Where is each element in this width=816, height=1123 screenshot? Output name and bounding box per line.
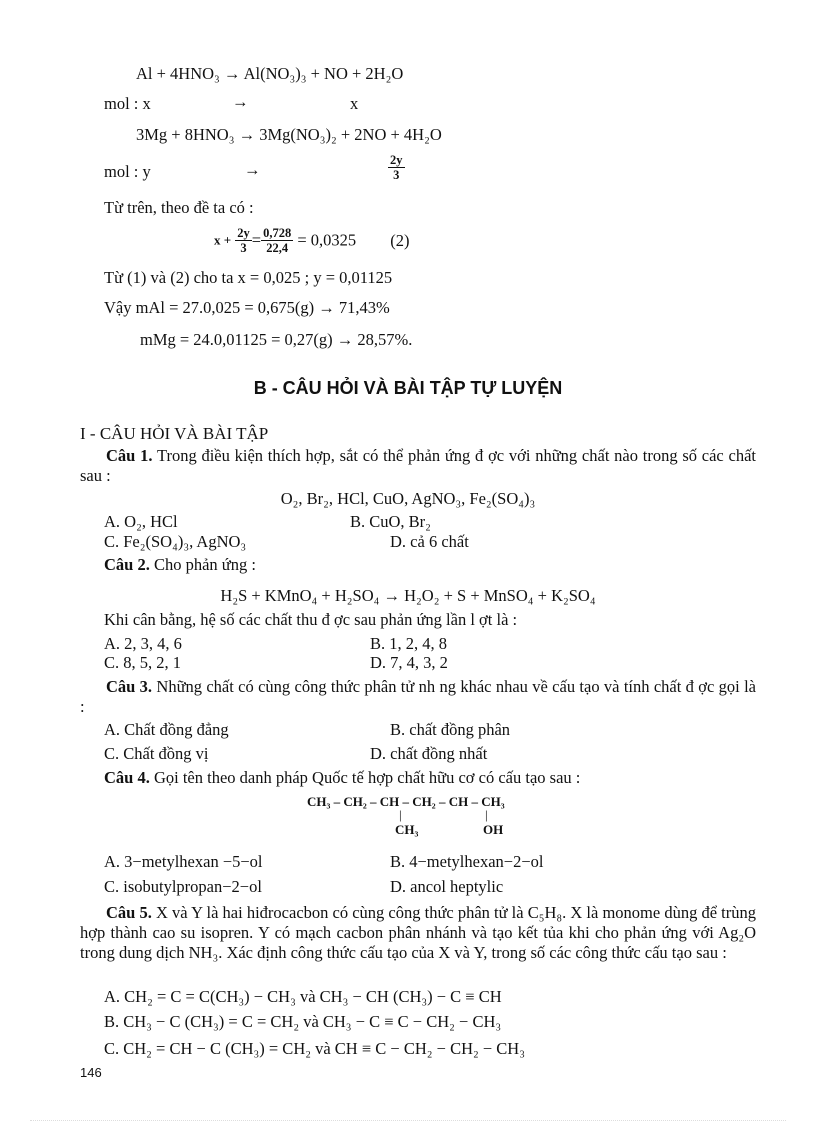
question-label: Câu 5. [106, 903, 152, 922]
mass-mg-line: mMg = 24.0,01125 = 0,27(g) → 28,57%. [140, 330, 413, 349]
mol-x-value: x [350, 94, 359, 113]
question-label: Câu 1. [106, 446, 153, 465]
section-title: B - CÂU HỎI VÀ BÀI TẬP TỰ LUYỆN [253, 378, 563, 398]
branch-methyl: CH₃ [395, 822, 419, 837]
q4-option-a[interactable]: A. 3−metylhexan −5−ol [104, 852, 263, 871]
question-2 [104, 555, 256, 575]
question-label: Câu 3. [106, 677, 153, 696]
question-3 [80, 677, 756, 717]
mol-y-fraction [388, 153, 405, 182]
page-number: 146 [80, 1065, 102, 1080]
mol-y-label: mol : y [104, 162, 151, 181]
question-label: Câu 2. [104, 555, 150, 574]
q1-substance-list: O₂, Br₂, HCl, CuO, AgNO₃, Fe₂(SO₄)₃ [280, 489, 536, 508]
mass-al-line: Vậy mAl = 27.0,025 = 0,675(g) → 71,43% [104, 298, 390, 317]
mol-x-label: mol : x [104, 94, 151, 113]
page-divider [30, 1120, 786, 1121]
q2-option-c[interactable]: C. 8, 5, 2, 1 [104, 653, 182, 672]
solution-line: Từ (1) và (2) cho ta x = 0,025 ; y = 0,01125 [104, 268, 393, 287]
branch-hydroxyl: OH [483, 822, 504, 837]
sys-x: x + [214, 232, 232, 248]
q5-option-b[interactable]: B. CH₃ − C (CH₃) = C = CH₂ và CH₃ − C ≡ C − CH₂ − CH₃ [104, 1012, 502, 1031]
q2-option-a[interactable]: A. 2, 3, 4, 6 [104, 634, 182, 653]
question-label: Câu 4. [104, 768, 150, 787]
sys-equals: = [251, 230, 262, 250]
fraction-numerator: 0,728 [263, 226, 292, 240]
fraction-denominator: 3 [393, 168, 400, 182]
from-above-text: Từ trên, theo đề ta có : [104, 198, 254, 217]
question-1 [80, 446, 756, 486]
equation-al: Al + 4HNO₃ → Al(NO₃)₃ + NO + 2H₂O [136, 64, 404, 83]
system-equation [214, 226, 410, 255]
q4-option-b[interactable]: B. 4−metylhexan−2−ol [390, 852, 544, 871]
question-5 [80, 903, 756, 963]
arrow-icon: → [232, 92, 249, 111]
q5-option-c[interactable]: C. CH₂ = CH − C (CH₃) = CH₂ và CH ≡ C − CH₂ − CH₂ − CH₃ [104, 1039, 525, 1058]
question-4 [104, 768, 580, 788]
question-text: Những chất có cùng công thức phân tử nh ng khác nhau về cấu tạo và tính chất đ ợc gọi là : [80, 677, 756, 716]
q4-option-c[interactable]: C. isobutylpropan−2−ol [104, 877, 262, 896]
carbon-chain: CH₃ – CH₂ – CH – CH₂ – CH – CH₃ [307, 794, 505, 809]
subsection-title: I - CÂU HỎI VÀ BÀI TẬP [80, 424, 269, 443]
fraction-numerator: 2y [237, 226, 250, 240]
structural-formula [307, 794, 567, 840]
arrow-icon: → [244, 160, 261, 179]
q3-option-d[interactable]: D. chất đồng nhất [370, 744, 488, 763]
question-text: Gọi tên theo danh pháp Quốc tế hợp chất hữu cơ có cấu tạo sau : [149, 768, 581, 787]
equation-mg: 3Mg + 8HNO₃ → 3Mg(NO₃)₂ + 2NO + 4H₂O [136, 125, 442, 144]
q1-option-d[interactable]: D. cả 6 chất [390, 532, 469, 551]
fraction-numerator: 2y [390, 153, 403, 167]
q3-option-b[interactable]: B. chất đồng phân [390, 720, 511, 739]
q1-option-b[interactable]: B. CuO, Br₂ [350, 512, 431, 531]
sys-rhs: = 0,0325 [297, 230, 357, 250]
q3-option-a[interactable]: A. Chất đồng đẳng [104, 720, 229, 739]
q2-option-b[interactable]: B. 1, 2, 4, 8 [370, 634, 448, 653]
q2-equation: H₂S + KMnO₄ + H₂SO₄ → H₂O₂ + S + MnSO₄ + K₂SO₄ [220, 586, 596, 605]
question-text: X và Y là hai hiđrocacbon có cùng công thức phân tử là C₅H₈. X là monome dùng để trùng hợp thành cao su isopren. Y có mạch cacbon phân nhánh và tạo kết tủa khi cho phản ứng với Ag₂O trong dung dịch NH₃. Xác định công thức cấu tạo của X và Y, trong số các công thức cấu tạo sau : [80, 903, 756, 962]
q4-option-d[interactable]: D. ancol heptylic [390, 877, 504, 896]
bond-vertical-icon: | [399, 807, 402, 822]
equation-tag: (2) [390, 230, 410, 250]
q2-instruction: Khi cân bằng, hệ số các chất thu đ ợc sau phản ứng lần l ợt là : [104, 610, 518, 629]
q3-option-c[interactable]: C. Chất đồng vị [104, 744, 209, 763]
q2-option-d[interactable]: D. 7, 4, 3, 2 [370, 653, 448, 672]
question-text: Trong điều kiện thích hợp, sắt có thể phản ứng đ ợc với những chất nào trong số các chất sau : [80, 446, 756, 485]
q1-option-a[interactable]: A. O₂, HCl [104, 512, 178, 531]
q5-option-a[interactable]: A. CH₂ = C = C(CH₃) − CH₃ và CH₃ − CH (CH₃) − C ≡ CH [104, 987, 502, 1006]
question-text: Cho phản ứng : [149, 555, 256, 574]
q1-option-c[interactable]: C. Fe₂(SO₄)₃, AgNO₃ [104, 532, 247, 551]
fraction-denominator: 22,4 [266, 241, 289, 255]
bond-vertical-icon: | [485, 807, 488, 822]
fraction-denominator: 3 [240, 241, 247, 255]
